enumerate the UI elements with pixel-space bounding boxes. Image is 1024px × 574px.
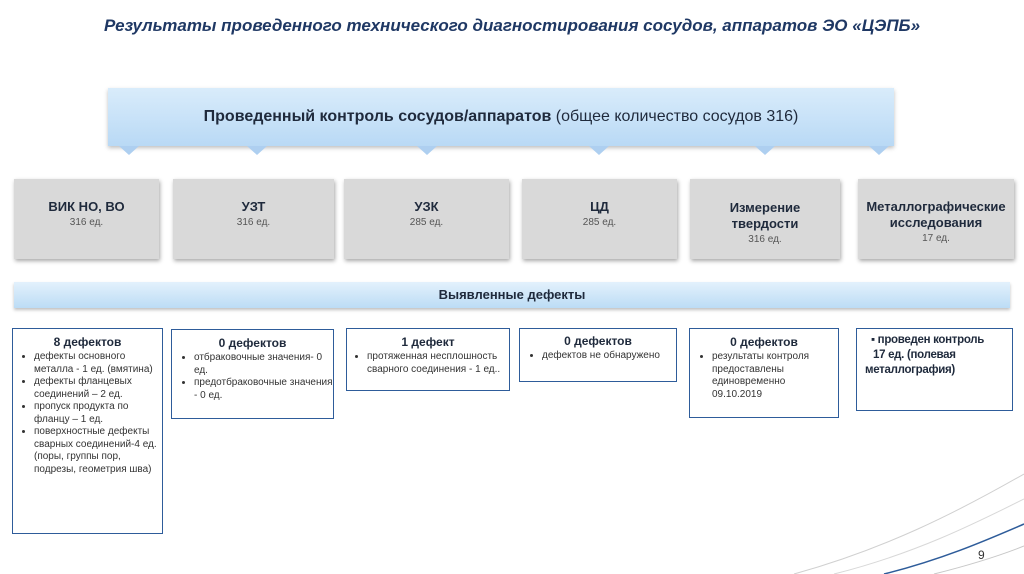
arrow-down-icon [119, 146, 139, 155]
result-box-vik [12, 328, 163, 534]
method-box-uzt [173, 179, 334, 259]
method-name: ЦД [590, 199, 609, 214]
decorative-corner-lines [764, 454, 1024, 574]
method-count: 316 ед. [236, 217, 271, 228]
arrow-down-icon [589, 146, 609, 155]
result-box-cd [519, 328, 677, 382]
list-item: • дефекты основного металла - 1 ед. (вмятина) [34, 351, 162, 376]
arrow-down-icon [247, 146, 267, 155]
list-item: • дефекты фланцевых соединений – 2 ед. [34, 376, 162, 401]
method-name: Металлографические исследования [866, 199, 1006, 230]
result-heading: 0 дефектов [218, 336, 287, 350]
result-box-metallography [856, 328, 1013, 411]
list-item: • предотбраковочные значения - 0 ед. [194, 377, 333, 402]
method-count: 316 ед. [748, 234, 782, 245]
method-name: Измерение твердости [729, 200, 801, 231]
result-heading: 8 дефектов [53, 335, 122, 349]
list-item: • протяженная несплошность сварного соединения - 1 ед.. [367, 351, 509, 376]
method-box-uzk [344, 179, 509, 259]
result-date: 09.10.2019 [712, 388, 763, 400]
method-count: 285 ед. [582, 217, 617, 228]
list-item: • поверхностные дефекты сварных соединений-4 ед. (поры, группы пор, подрезы, геометрия шва) [34, 426, 162, 476]
result-box-uzt [171, 329, 334, 419]
result-box-hardness [689, 328, 839, 418]
list-item: • результаты контроля предоставлены единовременно [712, 351, 838, 389]
list-item: • пропуск продукта по фланцу – 1 ед. [34, 401, 162, 426]
method-box-vik [14, 179, 159, 259]
method-count: 285 ед. [409, 217, 444, 228]
arrow-down-icon [755, 146, 775, 155]
page-number: 9 [978, 548, 985, 562]
result-heading: 1 дефект [401, 335, 455, 349]
result-line: металлография) [865, 364, 955, 376]
method-count: 17 ед. [922, 233, 950, 244]
result-line: 17 ед. (полевая [873, 349, 956, 361]
result-heading: 0 дефектов [730, 335, 798, 349]
list-item: • отбраковочные значения- 0 ед. [194, 352, 333, 377]
method-box-cd [522, 179, 677, 259]
method-name: УЗТ [241, 199, 266, 214]
result-line: ▪ проведен контроль [871, 334, 985, 346]
slide-title: Результаты проведенного технического диагностирования сосудов, аппаратов ЭО «ЦЭПБ» [103, 16, 921, 35]
list-item: • дефектов не обнаружено [542, 350, 676, 363]
method-box-hardness [690, 179, 840, 259]
inspection-header-box [108, 88, 894, 146]
header-bold-text: Проведенный контроль сосудов/аппаратов [203, 108, 552, 125]
method-count: 316 ед. [69, 217, 104, 228]
result-heading: 0 дефектов [564, 334, 632, 348]
arrow-down-icon [417, 146, 437, 155]
defects-found-bar: Выявленные дефекты [14, 282, 1010, 308]
arrow-down-icon [869, 146, 889, 155]
method-name: ВИК НО, ВО [48, 199, 125, 214]
method-box-metallography [858, 179, 1014, 259]
header-total-text: (общее количество сосудов 316) [551, 108, 799, 125]
method-name: УЗК [414, 199, 439, 214]
result-box-uzk [346, 328, 510, 391]
